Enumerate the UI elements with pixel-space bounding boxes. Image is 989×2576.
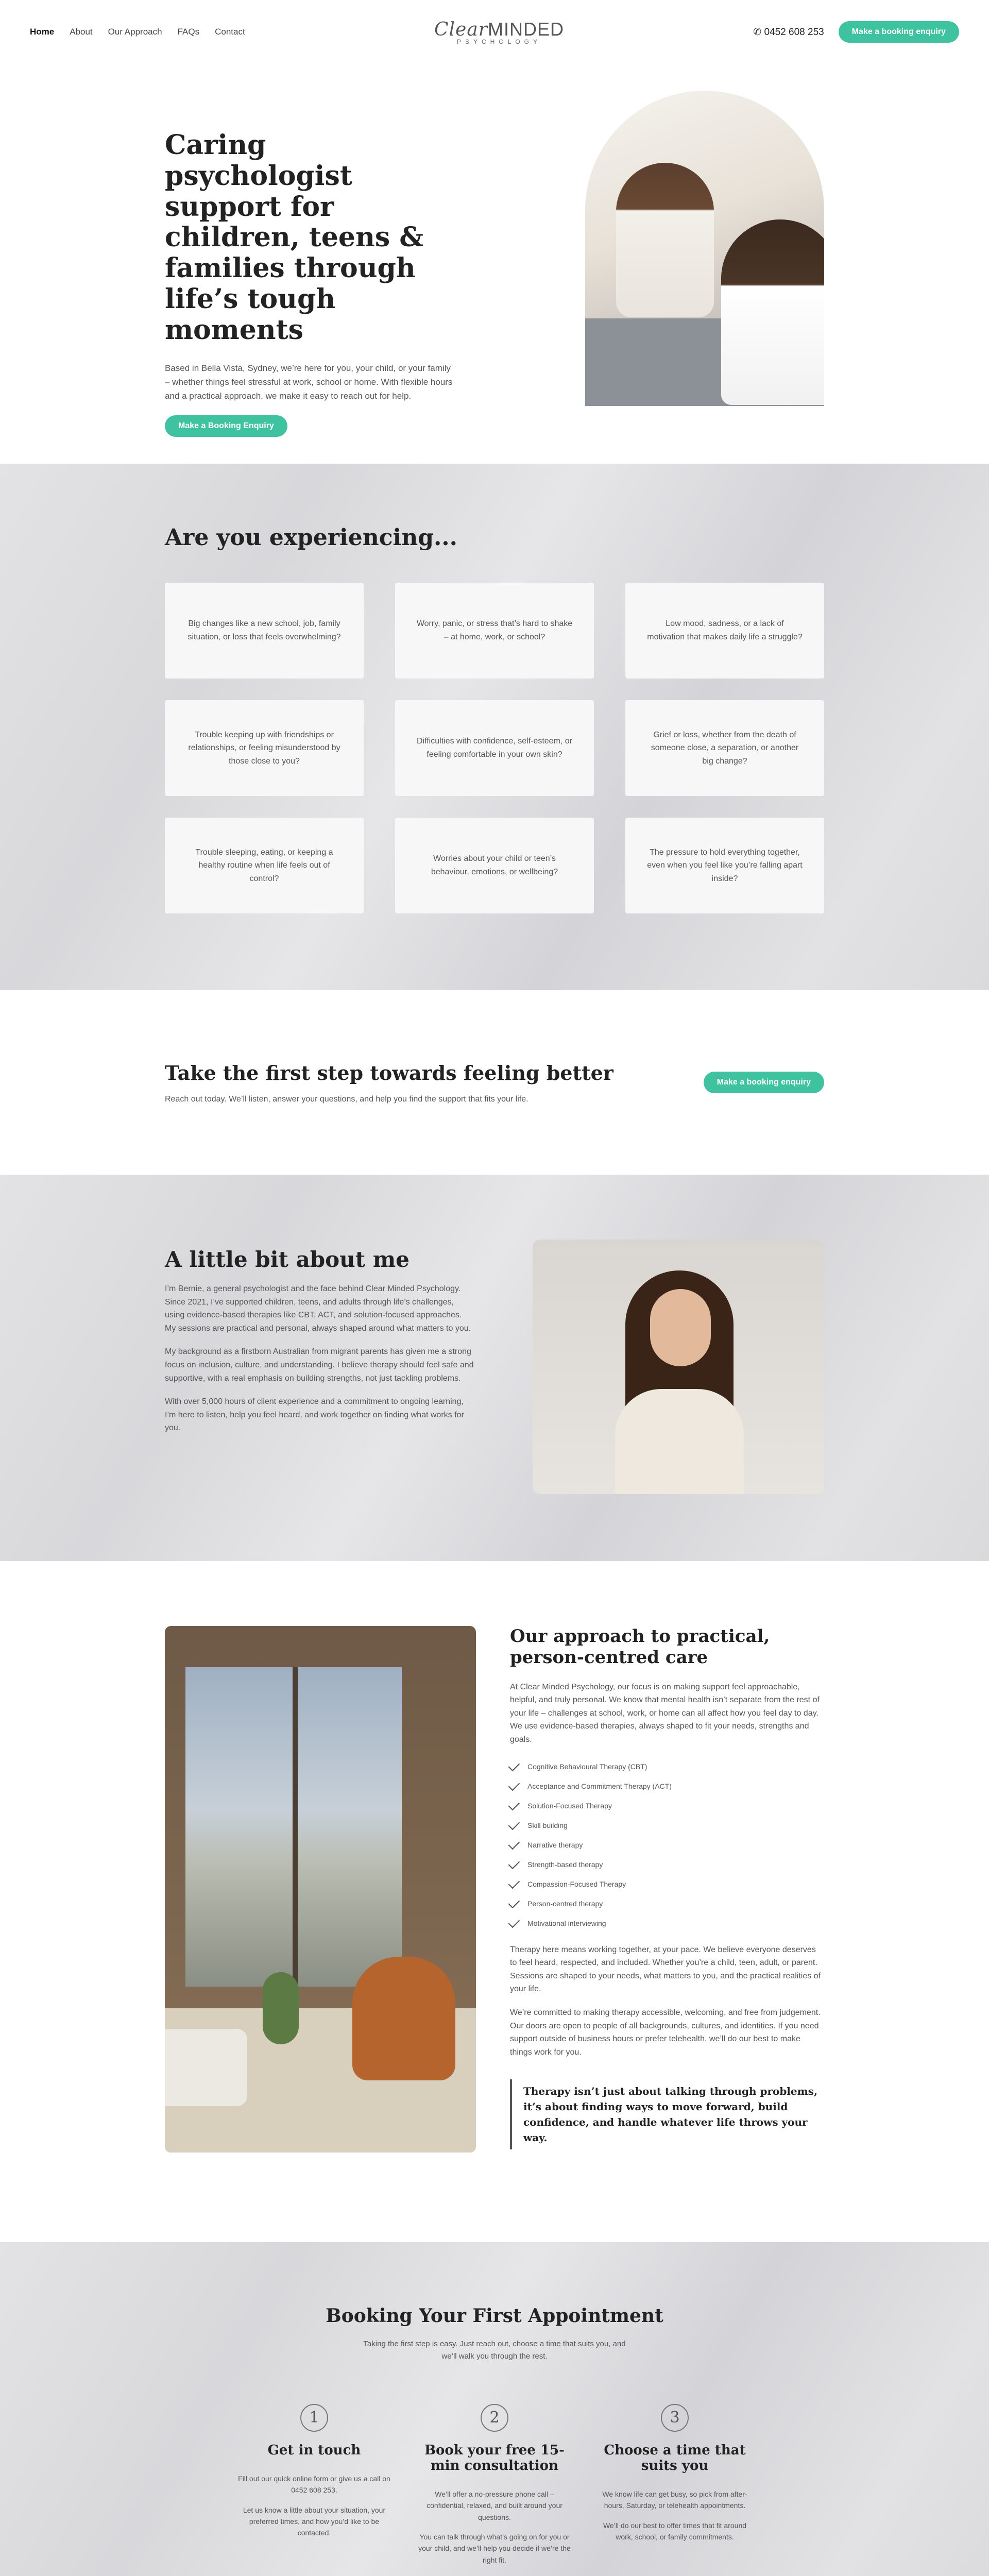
therapy-item — [510, 1835, 824, 1855]
phone-icon: ✆ — [753, 26, 762, 38]
therapy-item — [510, 1913, 824, 1933]
approach-section — [0, 1561, 989, 2242]
about-section — [0, 1175, 989, 1561]
main-nav — [30, 27, 245, 37]
step-title: Choose a time that suits you — [604, 2443, 746, 2473]
step-number: 3 — [661, 2404, 689, 2432]
room-sofa — [165, 2029, 247, 2106]
room-window-frame — [293, 1667, 298, 1987]
first-step-title: Take the first step towards feeling better — [165, 1061, 613, 1084]
logo-caps: MINDED — [488, 19, 565, 40]
about-paragraph: My background as a firstborn Australian from migrant parents has given me a strong focus on inclusion, culture, and understanding. I believe therapy should feel safe and supportive, with a real emphasis on building strengths, not just tackling problems. — [165, 1347, 474, 1383]
hero-section — [0, 64, 989, 464]
therapy-item — [510, 1796, 824, 1816]
step-number: 1 — [300, 2404, 328, 2432]
room-chair — [352, 1957, 455, 2080]
booking-steps — [237, 2404, 752, 2574]
therapy-list — [510, 1757, 824, 1933]
approach-quote: Therapy isn’t just about talking through problems, it’s about finding ways to move forward, build confidence, and handle whatever life throws your way. — [510, 2079, 824, 2149]
experience-card: Difficulties with confidence, self-esteem, or feeling comfortable in your own skin? — [395, 700, 594, 796]
therapy-item — [510, 1757, 824, 1776]
header-booking-button[interactable]: Make a booking enquiry — [839, 21, 959, 43]
nav-contact[interactable]: Contact — [215, 27, 245, 37]
check-icon — [508, 1838, 520, 1850]
step-text: We’ll do our best to offer times that fit around work, school, or family commitments. — [603, 2521, 747, 2541]
hero-title: Caring psychologist support for children, teens & families through life’s tough moments — [165, 129, 424, 346]
experience-card: The pressure to hold everything together, even when you feel like you’re falling apart inside? — [625, 818, 824, 913]
step-text: Let us know a little about your situation, your preferred times, and how you’d like to be contacted. — [243, 2505, 386, 2537]
booking-step — [417, 2404, 572, 2574]
room-plant — [263, 1972, 299, 2044]
check-icon — [508, 1916, 520, 1928]
approach-title: Our approach to practical, person-centred care — [510, 1626, 770, 1668]
portrait-face — [650, 1289, 711, 1366]
booking-step — [237, 2404, 391, 2574]
therapy-label: Narrative therapy — [527, 1840, 583, 1849]
first-step-booking-button[interactable]: Make a booking enquiry — [704, 1072, 824, 1093]
therapy-item — [510, 1894, 824, 1913]
header-actions — [753, 21, 959, 43]
check-icon — [508, 1818, 520, 1830]
logo-sub: PSYCHOLOGY — [456, 38, 541, 45]
therapy-label: Solution-Focused Therapy — [527, 1801, 612, 1810]
phone-link[interactable] — [753, 26, 824, 38]
step-text: We’ll offer a no-pressure phone call – confidential, relaxed, and built around your questions. — [427, 2489, 562, 2521]
therapy-label: Skill building — [527, 1821, 568, 1829]
therapy-label: Motivational interviewing — [527, 1919, 606, 1927]
therapy-label: Compassion-Focused Therapy — [527, 1879, 626, 1888]
therapy-label: Strength-based therapy — [527, 1860, 603, 1869]
step-text: You can talk through what’s going on for you or your child, and we’ll help you decide if we’re the right fit. — [418, 2532, 571, 2564]
booking-title: Booking Your First Appointment — [326, 2305, 663, 2327]
first-step-text — [165, 1061, 613, 1104]
about-paragraph: I’m Bernie, a general psychologist and the face behind Clear Minded Psychology. Since 2021, I’ve supported children, teens, and adults through life’s challenges, using evidence-based therapies like CBT, ACT, and solution-focused approaches. My sessions are practical and personal, always shaped around what matters to you. — [165, 1284, 471, 1333]
approach-paragraph: We’re committed to making therapy accessible, welcoming, and free from judgement. Our doors are open to people of all backgrounds, cultures, and identities. If you need support outside of business hours or prefer telehealth, we’ll do our best to make things work for you. — [510, 2008, 821, 2057]
about-title: A little bit about me — [165, 1247, 410, 1272]
hero-image — [585, 91, 824, 406]
approach-intro: At Clear Minded Psychology, our focus is on making support feel approachable, helpful, and truly personal. We know that mental health isn’t separate from the rest of your life – challenges at school, work, or home can all affect how you feel day to day. We use evidence-based therapies, always shaped to fit your needs, strengths and goals. — [510, 1682, 820, 1744]
about-paragraph: With over 5,000 hours of client experience and a commitment to ongoing learning, I’m here to listen, help you feel heard, and work together on finding what works for you. — [165, 1397, 464, 1433]
check-icon — [508, 1857, 520, 1869]
check-icon — [508, 1779, 520, 1791]
therapy-item — [510, 1776, 824, 1796]
therapy-label: Cognitive Behavioural Therapy (CBT) — [527, 1762, 647, 1771]
approach-text — [510, 1626, 824, 2153]
experience-card: Trouble keeping up with friendships or relationships, or feeling misunderstood by those close to you? — [165, 700, 364, 796]
experience-card: Worry, panic, or stress that’s hard to shake – at home, work, or school? — [395, 583, 594, 679]
nav-home[interactable]: Home — [30, 27, 55, 37]
experience-card: Low mood, sadness, or a lack of motivation that makes daily life a struggle? — [625, 583, 824, 679]
experience-card: Big changes like a new school, job, family situation, or loss that feels overwhelming? — [165, 583, 364, 679]
hero-text — [165, 91, 453, 437]
experiencing-title: Are you experiencing... — [165, 524, 457, 551]
booking-step — [598, 2404, 752, 2574]
booking-section — [0, 2242, 989, 2576]
step-text: We know life can get busy, so pick from after-hours, Saturday, or telehealth appointments. — [602, 2489, 747, 2510]
psychologist-portrait — [533, 1240, 824, 1494]
site-logo[interactable] — [434, 19, 564, 45]
therapy-item — [510, 1855, 824, 1874]
phone-number: 0452 608 253 — [764, 26, 824, 38]
approach-paragraph: Therapy here means working together, at your pace. We believe everyone deserves to feel heard, respected, and included. Whether you’re a child, teen, adult, or parent. Sessions are shaped to your needs, what matters to you, and the practical realities of your life. — [510, 1945, 821, 1994]
therapy-item — [510, 1874, 824, 1894]
check-icon — [508, 1759, 520, 1771]
step-number: 2 — [481, 2404, 508, 2432]
therapy-item — [510, 1816, 824, 1835]
site-header — [0, 0, 989, 64]
experiencing-section — [0, 464, 989, 990]
experience-card: Worries about your child or teen’s behaviour, emotions, or wellbeing? — [395, 818, 594, 913]
hero-booking-button[interactable]: Make a Booking Enquiry — [165, 415, 287, 437]
about-text — [165, 1240, 474, 1494]
nav-faqs[interactable]: FAQs — [177, 27, 200, 37]
booking-subtitle: Taking the first step is easy. Just reach out, choose a time that suits you, and we’ll walk you through the rest. — [363, 2340, 626, 2361]
hero-body: Based in Bella Vista, Sydney, we’re here for you, your child, or your family – whether things feel stressful at work, school or home. With flexible hours and a practical approach, we make it easy to reach out for help. — [165, 363, 453, 401]
first-step-section — [0, 990, 989, 1175]
step-title: Get in touch — [267, 2443, 361, 2458]
nav-about[interactable]: About — [70, 27, 93, 37]
therapy-label: Person-centred therapy — [527, 1899, 603, 1908]
hero-image-client — [721, 219, 824, 405]
step-title: Book your free 15-min consultation — [424, 2443, 565, 2473]
experiencing-grid — [165, 583, 824, 913]
experience-card: Grief or loss, whether from the death of someone close, a separation, or another big change? — [625, 700, 824, 796]
check-icon — [508, 1896, 520, 1908]
experience-card: Trouble sleeping, eating, or keeping a healthy routine when life feels out of control? — [165, 818, 364, 913]
first-step-body: Reach out today. We’ll listen, answer your questions, and help you find the support that fits your life. — [165, 1094, 528, 1104]
logo-script: Clear — [434, 19, 488, 40]
therapy-label: Acceptance and Commitment Therapy (ACT) — [527, 1782, 672, 1790]
therapy-room-image — [165, 1626, 476, 2153]
step-text: Fill out our quick online form or give us a call on 0452 608 253. — [238, 2474, 390, 2495]
portrait-top — [615, 1389, 744, 1494]
check-icon — [508, 1799, 520, 1810]
check-icon — [508, 1877, 520, 1889]
hero-image-psychologist — [616, 163, 714, 317]
nav-our-approach[interactable]: Our Approach — [108, 27, 162, 37]
